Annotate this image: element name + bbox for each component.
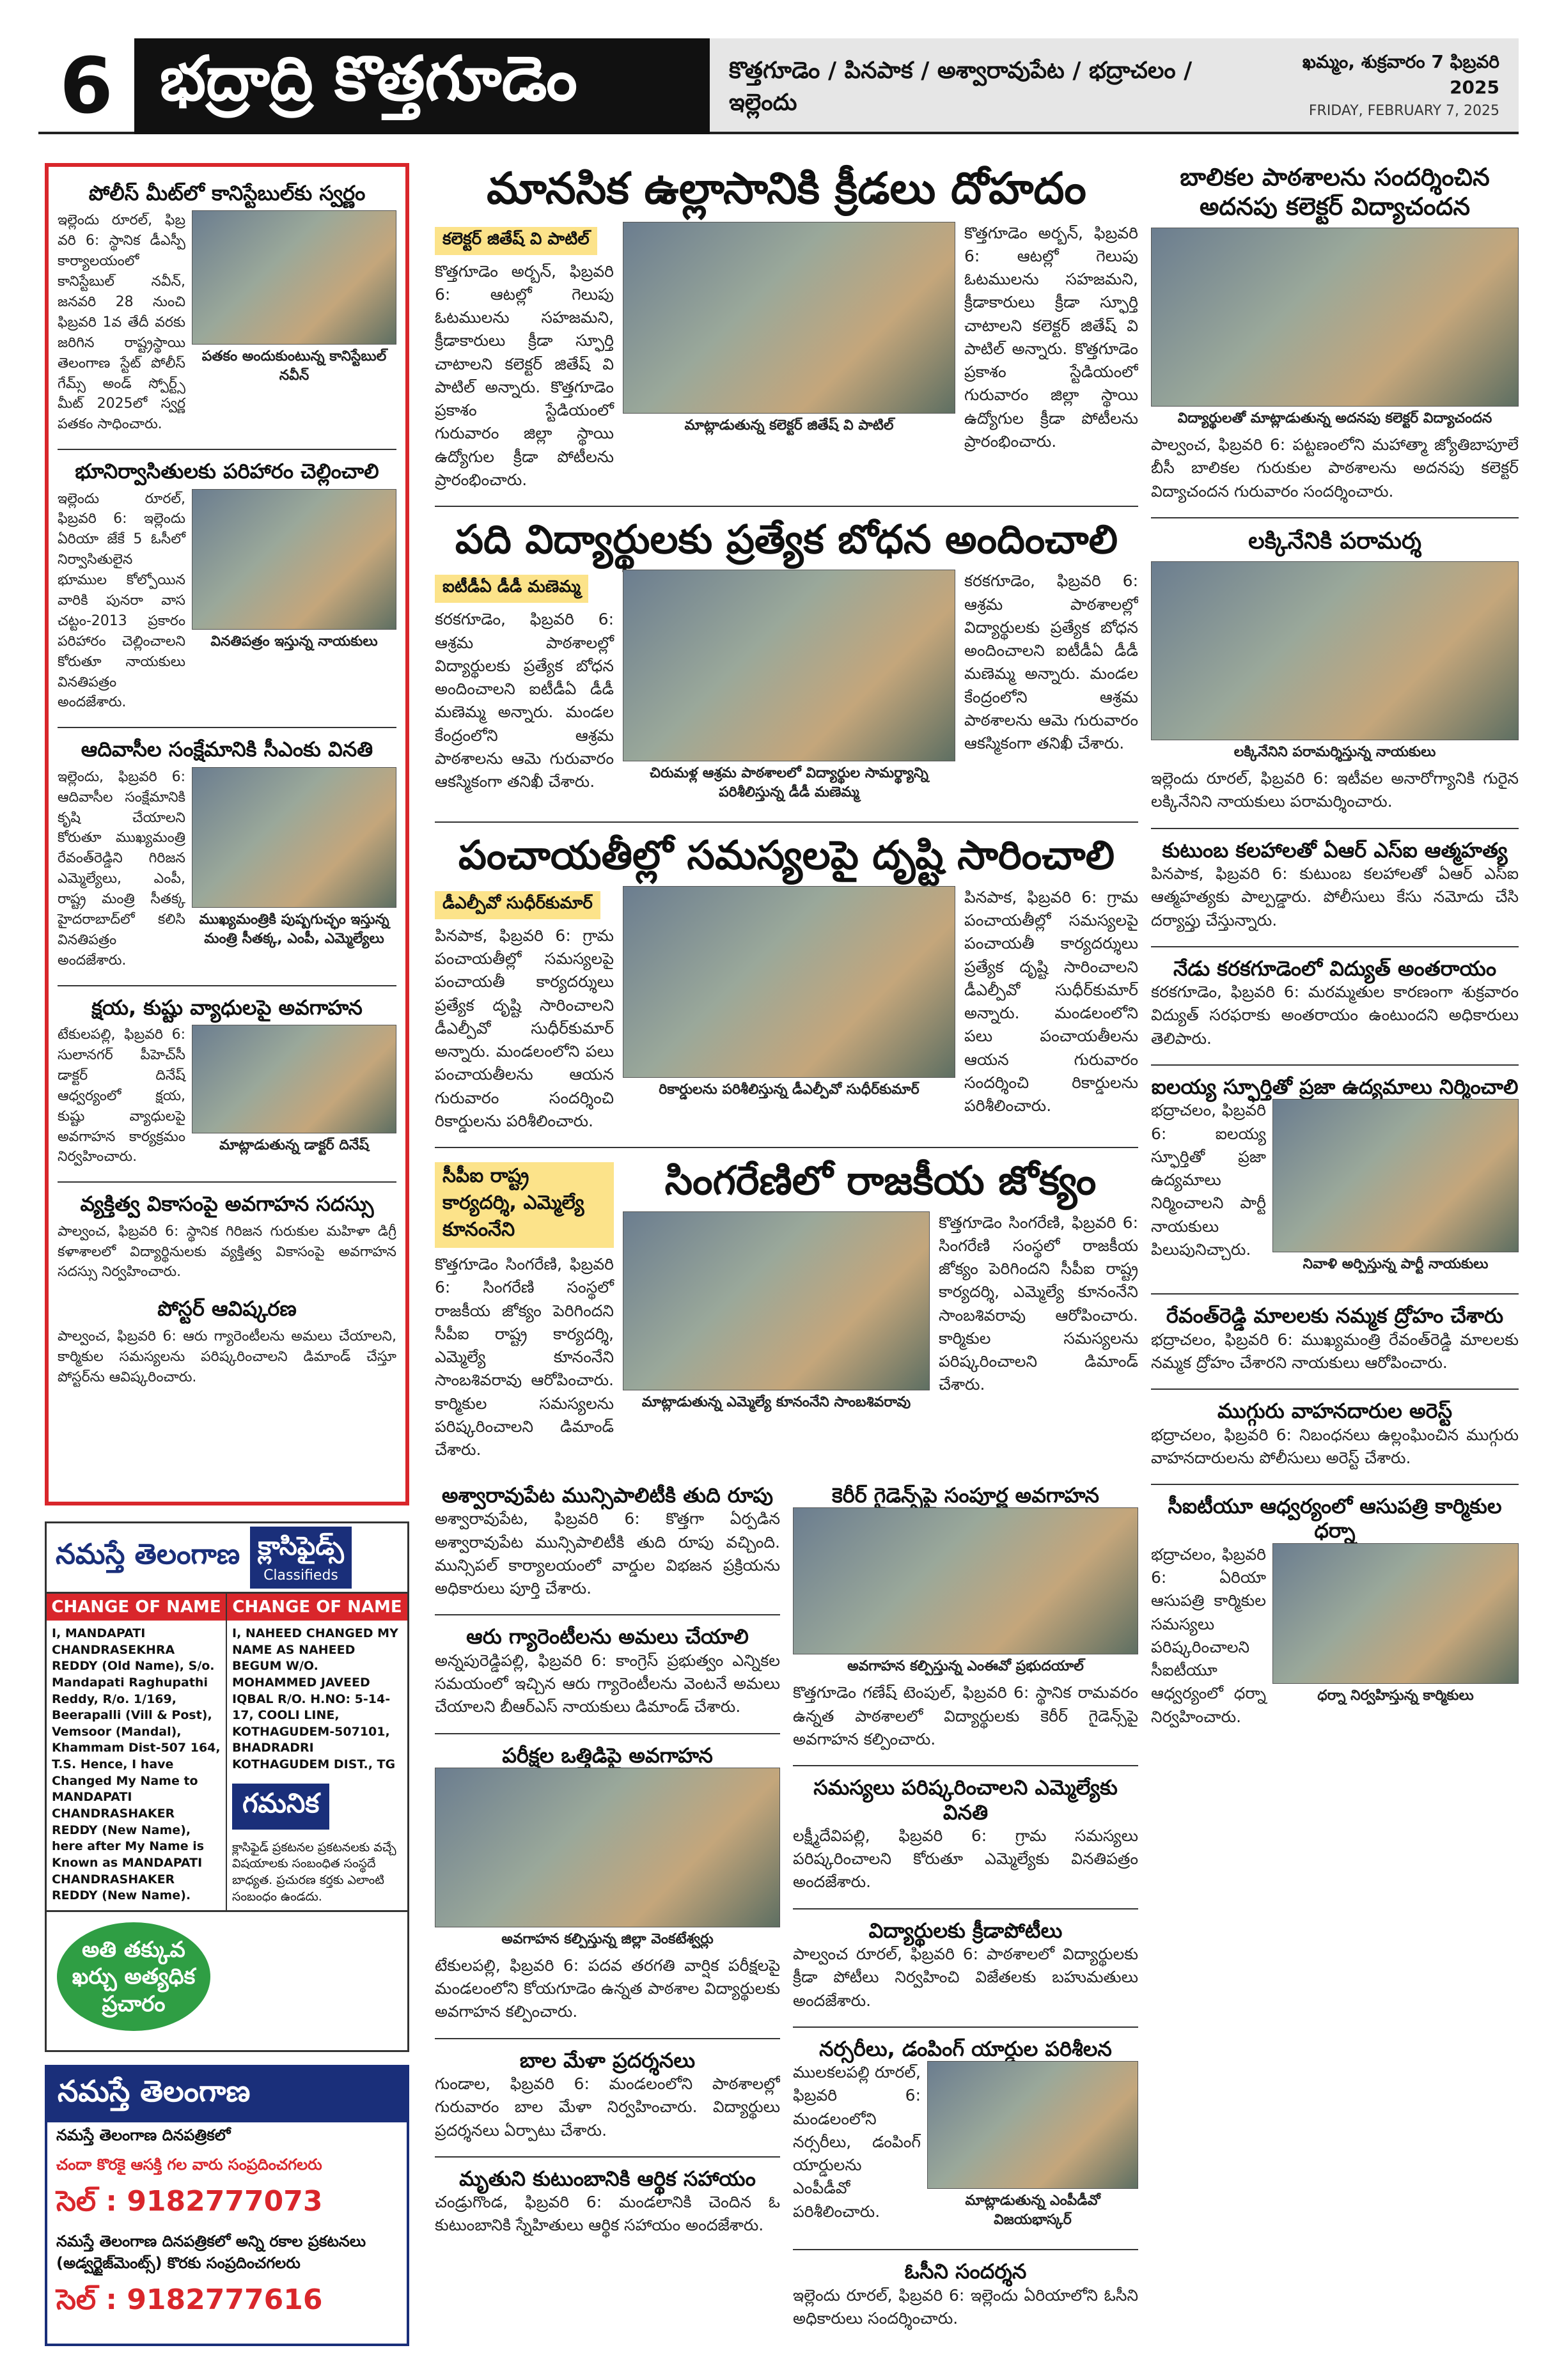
headline: మానసిక ఉల్లాసానికి క్రీడలు దోహదం: [487, 164, 1086, 214]
story-power-cut: [1151, 956, 1519, 1050]
story-mla-petition: [793, 1775, 1138, 1894]
story-photo: [1272, 1099, 1519, 1252]
story-body: ములకలపల్లి రూరల్, ఫిబ్రవరి 6: మండలంలోని నర్సరీలు, డంపింగ్ యార్డులను ఎంపీడీవో పరిశీలించారు.: [793, 2063, 921, 2221]
story-body-cont: పినపాక, ఫిబ్రవరి 6: గ్రామ పంచాయతీల్లో సమస్యలపై పంచాయతీ కార్యదర్శులు ప్రత్యేక దృష్టి సారించాలని డీఎల్పీవో సుధీర్‌కుమార్ అన్నారు. మండలంలోని పలు పంచాయతీలను ఆయన గురువారం సందర్శించి రికార్డులను పరిశీలించారు.: [964, 887, 1138, 1116]
story-photo: [623, 222, 955, 414]
ad-line: నమస్తే తెలంగాణ దినపత్రికలో అన్ని రకాల ప్రకటనలు (అడ్వర్టైజ్‌మెంట్స్) కొరకు సంప్రదించగలరు: [56, 2232, 366, 2272]
story-body: అన్నపురెడ్డిపల్లి, ఫిబ్రవరి 6: కాంగ్రెస్ ప్రభుత్వం ఎన్నికల సమయంలో ఇచ్చిన ఆరు గ్యారెంటీలను వెంటనే అమలు చేయాలని బీఆర్ఎస్ నాయకులు డిమాండ్ చేశారు.: [435, 1651, 780, 1716]
story-ailayya: [1151, 1075, 1519, 1279]
story-body: టేకులపల్లి, ఫిబ్రవరి 6: పదవ తరగతి వార్షిక పరీక్షలపై మండలంలోని కోయగూడెం ఉన్నత పాఠశాల విద్యార్థులకు అవగాహన కల్పించారు.: [435, 1956, 780, 2021]
story-body: అశ్వారావుపేట, ఫిబ్రవరి 6: కొత్తగా ఏర్పడిన అశ్వారావుపేట మున్సిపాలిటీకి తుది రూపు వచ్చింది. మున్సిపల్ కార్యాలయంలో వార్డుల విభజన ప్రక్రియను అధికారులు పూర్తి చేశారు.: [435, 1509, 780, 1598]
story-body: కొత్తగూడెం అర్బన్, ఫిబ్రవరి 6: ఆటల్లో గెలుపు ఓటములను సహజమని, క్రీడాకారులు క్రీడా స్ఫూర్తి చాటాలని కలెక్టర్ జితేష్ వి పాటిల్ అన్నారు. కొత్తగూడెం ప్రకాశం స్టేడియంలో గురువారం జిల్లా స్థాయి ఉద్యోగుల క్రీడా పోటీలను ప్రారంభించారు.: [435, 261, 614, 489]
story-photo: [1151, 561, 1519, 740]
story-body: పాల్వంచ రూరల్, ఫిబ్రవరి 6: పాఠశాలలో విద్యార్థులకు క్రీడా పోటీలు నిర్వహించి విజేతలకు బహుమతులు అందజేశారు.: [793, 1945, 1138, 2010]
date-block: [1253, 51, 1499, 119]
headline: కెరీర్ గైడెన్స్‌పై సంపూర్ణ అవగాహన: [832, 1483, 1099, 1507]
photo-caption: మాట్లాడుతున్న కలెక్టర్ జితేష్ వి పాటిల్: [684, 417, 894, 433]
story-body: గుండాల, ఫిబ్రవరి 6: మండలంలోని పాఠశాలల్లో గురువారం బాల మేళా నిర్వహించారు. విద్యార్థులు ప్రదర్శనలు ఏర్పాటు చేశారు.: [435, 2074, 780, 2140]
con-heading: CHANGE OF NAME: [227, 1594, 407, 1621]
story-body: కొత్తగూడెం గణేష్ టెంపుల్, ఫిబ్రవరి 6: స్థానిక రామవరం ఉన్నత పాఠశాలలో విద్యార్థులకు కెరీర్ గైడెన్స్‌పై అవగాహన కల్పించారు.: [793, 1683, 1138, 1748]
story-singareni: [435, 1157, 1138, 1461]
headline: సీఐటీయూ ఆధ్వర్యంలో ఆసుపత్రి కార్మికుల ధర్నా: [1168, 1494, 1502, 1543]
story-photo: [1151, 228, 1519, 407]
story-body: భద్రాచలం, ఫిబ్రవరి 6: ముఖ్యమంత్రి రేవంత్‌రెడ్డి మాలలకు నమ్మక ద్రోహం చేశారని నాయకులు ఆరోపించారు.: [1151, 1330, 1519, 1372]
story-arrest: [1151, 1399, 1519, 1470]
story-bala-mela: [435, 2048, 780, 2142]
story-body: ఇల్లెందు, ఫిబ్రవరి 6: ఆదివాసీల సంక్షేమానికి కృషి చేయాలని కోరుతూ ముఖ్యమంత్రి రేవంత్‌రెడ్డిని గిరిజన ఎమ్మెల్యేలు, ఎంపీ, రాష్ట్ర మంత్రి సీతక్క హైదరాబాద్‌లో కలిసి వినతిపత్రం అందజేశారు.: [58, 768, 185, 968]
story-poster: [58, 1296, 396, 1387]
change-of-name-1: [47, 1594, 227, 1910]
story-tenth-class: [435, 516, 1138, 807]
right-news-column: [1151, 163, 1519, 2346]
photo-caption: లక్కినేనిని పరామర్శిస్తున్న నాయకులు: [1233, 744, 1436, 761]
lower-center-column: [435, 1483, 780, 2346]
story-lakkineni: [1151, 527, 1519, 814]
date-english: FRIDAY, FEBRUARY 7, 2025: [1308, 103, 1499, 119]
story-adivasi-welfare: [58, 737, 396, 970]
left-news-column: [45, 163, 409, 1505]
subhead: డీఎల్పీవో సుధీర్‌కుమార్: [435, 891, 600, 919]
story-body: ఇల్లెందు రూరల్, ఫిబ్రవరి 6: ఇల్లెందు ఏరియాలోని ఓసీని అధికారులు సందర్శించారు.: [793, 2285, 1138, 2328]
headline: మృతుని కుటుంబానికి ఆర్థిక సహాయం: [459, 2166, 756, 2191]
district-title: భద్రాద్రి కొత్తగూడెం: [134, 38, 710, 134]
headline: సింగరేణిలో రాజకీయ జోక్యం: [664, 1157, 1097, 1204]
classifieds-te: క్లాసిఫైడ్స్: [258, 1532, 344, 1561]
story-revanth-malas: [1151, 1303, 1519, 1374]
story-body: భద్రాచలం, ఫిబ్రవరి 6: ఐలయ్య స్ఫూర్తితో ప్రజా ఉద్యమాలు నిర్మించాలని పార్టీ నాయకులు పిలుపునిచ్చారు.: [1151, 1101, 1266, 1259]
notice-body: క్లాసిఫైడ్ ప్రకటనల ప్రకటనలకు వచ్చే విషయాలకు సంబంధిత సంస్థదే బాధ్యత. ప్రచురణ కర్తకు ఎలాంటి సంబంధం ఉండదు.: [232, 1840, 396, 1904]
headline: అశ్వారావుపేట మున్సిపాలిటీకి తుది రూపు: [441, 1483, 774, 1507]
story-body: భద్రాచలం, ఫిబ్రవరి 6: నిబంధనలు ఉల్లంఘించిన ముగ్గురు వాహనదారులను పోలీసులు అరెస్ట్ చేశారు.: [1151, 1425, 1519, 1467]
story-body: లక్ష్మీదేవిపల్లి, ఫిబ్రవరి 6: గ్రామ సమస్యలు పరిష్కరించాలని కోరుతూ ఎమ్మెల్యేకు వినతిపత్రం అందజేశారు.: [793, 1826, 1138, 1892]
story-photo: [623, 1211, 930, 1390]
promo-badge: అతి తక్కువ ఖర్చు అత్యధిక ప్రచారం: [57, 1922, 210, 2031]
story-personality: [58, 1192, 396, 1282]
photo-caption: మాట్లాడుతున్న ఎంపీడీవో విజయభాస్కర్: [965, 2193, 1100, 2228]
headline: విద్యార్థులకు క్రీడాపోటీలు: [868, 1918, 1063, 1943]
headline: నేడు కరకగూడెంలో విద్యుత్ అంతరాయం: [1173, 956, 1497, 981]
story-body-cont: కరకగూడెం, ఫిబ్రవరి 6: ఆశ్రమ పాఠశాలల్లో విద్యార్థులకు ప్రత్యేక బోధన అందించాలని ఐటీడీఏ డీడీ మణెమ్మ అన్నారు. మండల కేంద్రంలోని ఆశ్రమ పాఠశాలను ఆమె గురువారం ఆకస్మికంగా తనిఖీ చేశారు.: [964, 572, 1138, 753]
photo-caption: విద్యార్థులతో మాట్లాడుతున్న అదనపు కలెక్టర్ విద్యాచందన: [1177, 410, 1492, 427]
photo-caption: పతకం అందుకుంటున్న కానిస్టేబుల్ నవీన్: [201, 348, 387, 384]
story-body: టేకులపల్లి, ఫిబ్రవరి 6: సులానగర్ పీహెచ్‌సీ డాక్టర్ దినేష్ ఆధ్వర్యంలో క్షయ, కుష్టు వ్యాధులపై అవగాహన కార్యక్రమం నిర్వహించారు.: [58, 1027, 185, 1165]
story-sports-competitions: [793, 1918, 1138, 2012]
headline: పరీక్షల ఒత్తిడిపై అవగాహన: [502, 1743, 713, 1768]
photo-caption: అవగాహన కల్పిస్తున్న జిల్లా వెంకటేశ్వర్లు: [501, 1931, 714, 1947]
date-telugu: ఖమ్మం, శుక్రవారం 7 ఫిబ్రవరి 2025: [1302, 51, 1499, 98]
headline: లక్కినేనికి పరామర్శ: [1248, 527, 1421, 554]
ad-line: చందా కొరకై ఆసక్తి గల వారు సంప్రదించగలరు: [56, 2156, 322, 2174]
story-body: పినపాక, ఫిబ్రవరి 6: కుటుంబ కలహాలతో ఏఆర్ ఎస్ఐ ఆత్మహత్యకు పాల్పడ్డారు. పోలీసులు కేసు నమోదు చేసి దర్యాప్తు చేస్తున్నారు.: [1151, 864, 1519, 929]
story-photo: [192, 210, 396, 345]
headline: రేవంత్‌రెడ్డి మాలలకు నమ్మక ద్రోహం చేశారు: [1166, 1303, 1504, 1328]
story-tb-leprosy: [58, 995, 396, 1168]
story-body: కరకగూడెం, ఫిబ్రవరి 6: ఆశ్రమ పాఠశాలల్లో విద్యార్థులకు ప్రత్యేక బోధన అందించాలని ఐటీడీఏ డీడీ మణెమ్మ అన్నారు. మండల కేంద్రంలోని ఆశ్రమ పాఠశాలను ఆమె గురువారం ఆకస్మికంగా తనిఖీ చేశారు.: [435, 610, 614, 791]
story-photo: [793, 1507, 1138, 1654]
headline: క్షయ, కుష్టు వ్యాధులపై అవగాహన: [91, 995, 363, 1020]
headline: భూనిర్వాసితులకు పరిహారం చెల్లించాలి: [75, 459, 379, 484]
story-body: పాల్వంచ, ఫిబ్రవరి 6: ఆరు గ్యారెంటీలను అమలు చేయాలని, కార్మికుల సమస్యలను పరిష్కరించాలని డిమాండ్ చేస్తూ పోస్టర్‌ను ఆవిష్కరించారు.: [58, 1328, 396, 1385]
headline: బాల మేళా ప్రదర్శనలు: [519, 2048, 696, 2073]
story-photo: [927, 2061, 1138, 2189]
story-panchayat: [435, 832, 1138, 1133]
subhead: కలెక్టర్ జితేష్ వి పాటిల్: [435, 227, 597, 255]
story-body: ఇల్లెందు రూరల్, ఫిబ్రవరి 6: ఇటీవల అనారోగ్యానికి గురైన లక్కినేనిని నాయకులు పరామర్శించారు.: [1151, 769, 1519, 811]
subhead: సీపీఐ రాష్ట్ర కార్యదర్శి, ఎమ్మెల్యే కూనంనేని: [435, 1162, 614, 1248]
headline: ఆరు గ్యారెంటీలను అమలు చేయాలి: [466, 1624, 749, 1649]
headline: పోస్టర్ ఆవిష్కరణ: [157, 1296, 297, 1321]
headline: బాలికల పాఠశాలను సందర్శించిన అదనపు కలెక్టర్ విద్యాచందన: [1180, 163, 1490, 221]
subhead: ఐటీడీఏ డీడీ మణెమ్మ: [435, 575, 588, 603]
story-financial-aid: [435, 2166, 780, 2237]
story-body: కరకగూడెం, ఫిబ్రవరి 6: మరమ్మతుల కారణంగా శుక్రవారం విద్యుత్ సరఫరాకు అంతరాయం ఉంటుందని అధికారులు తెలిపారు.: [1151, 983, 1519, 1048]
story-municipality: [435, 1483, 780, 1600]
ad-phone: సెల్ : 9182777073: [56, 2185, 323, 2218]
page-number: 6: [59, 42, 113, 131]
story-body: పాల్వంచ, ఫిబ్రవరి 6: పట్టణంలోని మహాత్మా జ్యోతిబాపూలే బీసీ బాలికల గురుకుల పాఠశాలను అదనపు కలెక్టర్ విద్యాచందన గురువారం సందర్శించారు.: [1151, 435, 1519, 501]
headline: సమస్యలు పరిష్కరించాలని ఎమ్మెల్యేకు వినతి: [813, 1775, 1118, 1824]
story-nurseries: [793, 2037, 1138, 2235]
story-land-compensation: [58, 459, 396, 713]
headline: ఆదివాసీల సంక్షేమానికి సీఎంకు వినతి: [81, 737, 373, 762]
story-photo: [192, 1025, 396, 1133]
story-citu-dharna: [1151, 1494, 1519, 1729]
story-body: ఇల్లెందు రూరల్, ఫిబ్రవరి 6: ఇల్లెందు ఏరియా జేకే 5 ఓసీలో నిర్వాసితులైన భూముల కోల్పోయిన వారికి పునరా వాస చట్టం-2013 ప్రకారం పరిహారం చెల్లించాలని కోరుతూ నాయకులు వినతిపత్రం అందజేశారు.: [58, 490, 185, 711]
con-heading: CHANGE OF NAME: [47, 1594, 226, 1621]
classified-header: [47, 1523, 407, 1594]
photo-caption: మాట్లాడుతున్న ఎమ్మెల్యే కూనంనేని సాంబశివరావు: [641, 1394, 911, 1410]
change-of-name-2: [227, 1594, 407, 1910]
photo-caption: చిరుమళ్ల ఆశ్రమ పాఠశాలలో విద్యార్థుల సామర్థ్యాన్ని పరిశీలిస్తున్న డీడీ మణెమ్మ: [650, 765, 928, 801]
story-exam-stress: [435, 1743, 780, 2024]
story-photo: [623, 886, 955, 1078]
brand-name: నమస్తే తెలంగాణ: [56, 1537, 240, 1571]
headline: ఓసీని సందర్శన: [904, 2259, 1027, 2284]
masthead: [38, 38, 1519, 134]
photo-caption: అవగాహన కల్పిస్తున్న ఎంఈవో ప్రభుదయాల్: [847, 1658, 1084, 1675]
story-oc-visit: [793, 2259, 1138, 2330]
story-body: ఇల్లెందు రూరల్, ఫిబ్ర వరి 6: స్థానిక డీఎస్పీ కార్యాలయంలో కానిస్టేబుల్ నవీన్, జనవరి 28 నుంచి ఫిబ్రవరి 1వ తేదీ వరకు జరిగిన రాష్ట్రస్థాయి తెలంగాణ స్టేట్ పోలీస్ గేమ్స్ అండ్ స్పోర్ట్స్ మీట్ 2025లో స్వర్ణ పతకం సాధించారు.: [58, 212, 185, 433]
notice-label: గమనిక: [232, 1784, 329, 1830]
photo-caption: వినతిపత్రం ఇస్తున్న నాయకులు: [210, 633, 378, 649]
headline: ఐలయ్య స్ఫూర్తితో ప్రజా ఉద్యమాలు నిర్మించాలి: [1151, 1074, 1519, 1099]
masthead-info: [710, 38, 1519, 132]
ad-phone: సెల్ : 9182777616: [56, 2283, 323, 2316]
story-photo: [435, 1768, 780, 1927]
headline: ముగ్గురు వాహనదారుల అరెస్ట్: [1217, 1399, 1453, 1424]
photo-caption: ధర్నా నిర్వహిస్తున్న కార్మికులు: [1317, 1687, 1474, 1704]
classifieds-box: [250, 1527, 351, 1589]
story-body: పినపాక, ఫిబ్రవరి 6: గ్రామ పంచాయతీల్లో సమస్యలపై పంచాయతీ కార్యదర్శులు ప్రత్యేక దృష్టి సారించాలని డీఎల్పీవో సుధీర్‌కుమార్ అన్నారు. మండలంలోని పలు పంచాయతీలను ఆయన గురువారం సందర్శించి రికార్డులను పరిశీలించారు.: [435, 926, 614, 1130]
story-photo: [623, 570, 955, 761]
photo-caption: ముఖ్యమంత్రికి పుష్పగుచ్ఛం ఇస్తున్న మంత్రి సీతక్క, ఎంపీ, ఎమ్మెల్యేలు: [199, 911, 389, 947]
story-body-cont: కొత్తగూడెం అర్బన్, ఫిబ్రవరి 6: ఆటల్లో గెలుపు ఓటములను సహజమని, క్రీడాకారులు క్రీడా స్ఫూర్తి చాటాలని కలెక్టర్ జితేష్ వి పాటిల్ అన్నారు. కొత్తగూడెం ప్రకాశం స్టేడియంలో గురువారం జిల్లా స్థాయి ఉద్యోగుల క్రీడా పోటీలను ప్రారంభించారు.: [964, 223, 1138, 451]
story-career-guidance: [793, 1483, 1138, 1751]
story-sports: [435, 163, 1138, 492]
story-body: చండ్రుగొండ, ఫిబ్రవరి 6: మండలానికి చెందిన ఓ కుటుంబానికి స్నేహితులు ఆర్థిక సహాయం అందజేశారు.: [435, 2193, 780, 2235]
photo-caption: రికార్డులను పరిశీలిస్తున్న డీఎల్పీవో సుధీర్‌కుమార్: [659, 1081, 919, 1098]
story-body: కొత్తగూడెం సింగరేణి, ఫిబ్రవరి 6: సింగరేణి సంస్థలో రాజకీయ జోక్యం పెరిగిందని సీపీఐ రాష్ట్ర కార్యదర్శి, ఎమ్మెల్యే కూనంనేని సాంబశివరావు ఆరోపించారు. కార్మికుల సమస్యలను పరిష్కరించాలని డిమాండ్ చేశారు.: [435, 1255, 614, 1459]
story-six-guarantees: [435, 1624, 780, 1718]
headline: పోలీస్ మీట్‌లో కానిస్టేబుల్‌కు స్వర్ణం: [88, 181, 366, 205]
ad-title: నమస్తే తెలంగాణ: [47, 2067, 407, 2122]
headline: కుటుంబ కలహాలతో ఏఆర్ ఎస్ఐ ఆత్మహత్య: [1162, 837, 1508, 862]
story-ar-si: [1151, 838, 1519, 932]
photo-caption: మాట్లాడుతున్న డాక్టర్ దినేష్: [219, 1137, 370, 1154]
story-body: భద్రాచలం, ఫిబ్రవరి 6: ఏరియా ఆసుపత్రి కార్మికుల సమస్యలు పరిష్కరించాలని సీఐటీయూ ఆధ్వర్యంలో ధర్నా నిర్వహించారు.: [1151, 1544, 1266, 1726]
lower-mid-column: [793, 1483, 1138, 2346]
story-body: పాల్వంచ, ఫిబ్రవరి 6: స్థానిక గిరిజన గురుకుల మహిళా డిగ్రీ కళాశాలలో విద్యార్థినులకు వ్యక్తిత్వ వికాసంపై అవగాహన సదస్సు నిర్వహించారు.: [58, 1223, 396, 1280]
classified-ad: [45, 1521, 409, 2052]
mandal-list: కొత్తగూడెం / పినపాక / అశ్వారావుపేట / భద్రాచలం / ఇల్లెందు: [729, 58, 1193, 116]
story-girls-school: [1151, 163, 1519, 503]
story-body-cont: కొత్తగూడెం సింగరేణి, ఫిబ్రవరి 6: సింగరేణి సంస్థలో రాజకీయ జోక్యం పెరిగిందని సీపీఐ రాష్ట్ర కార్యదర్శి, ఎమ్మెల్యే కూనంనేని సాంబశివరావు ఆరోపించారు. కార్మికుల సమస్యలను పరిష్కరించాలని డిమాండ్ చేశారు.: [939, 1213, 1138, 1394]
story-photo: [192, 767, 396, 908]
headline: నర్సరీలు, డంపింగ్ యార్డుల పరిశీలన: [819, 2036, 1112, 2061]
center-news-column: [435, 163, 1138, 1474]
classifieds-en: Classifieds: [263, 1567, 338, 1583]
con-body: I, NAHEED CHANGED MY NAME AS NAHEED BEGUM W/O. MOHAMMED JAVEED IQBAL R/O. H.NO: 5-14-17, COOLI LINE, KOTHAGUDEM-507101, BHADRADRI KOTHAGUDEM DIST., TG: [232, 1626, 398, 1772]
subscription-ad: [45, 2065, 409, 2346]
headline: పంచాయతీల్లో సమస్యలపై దృష్టి సారించాలి: [458, 832, 1115, 879]
ad-line: నమస్తే తెలంగాణ దినపత్రికలో: [56, 2126, 231, 2144]
story-police-meet: [58, 181, 396, 435]
story-photo: [192, 489, 396, 630]
con-body: I, MANDAPATI CHANDRASEKHRA REDDY (Old Name), S/o. Mandapati Raghupathi Reddy, R/o. 1/169, Beerapalli (Vill & Post), Vemsoor (Mandal), Khammam Dist-507 164, T.S. Hence, I have Changed My Name to MANDAPATI CHANDRASHAKER REDDY (New Name), here after My Name is Known as MANDAPATI CHANDRASHAKER REDDY (New Name).: [52, 1626, 221, 1903]
headline: పది విద్యార్థులకు ప్రత్యేక బోధన అందించాలి: [455, 516, 1118, 563]
story-photo: [1272, 1543, 1519, 1684]
photo-caption: నివాళి అర్పిస్తున్న పార్టీ నాయకులు: [1303, 1256, 1489, 1273]
headline: వ్యక్తిత్వ వికాసంపై అవగాహన సదస్సు: [80, 1192, 374, 1217]
